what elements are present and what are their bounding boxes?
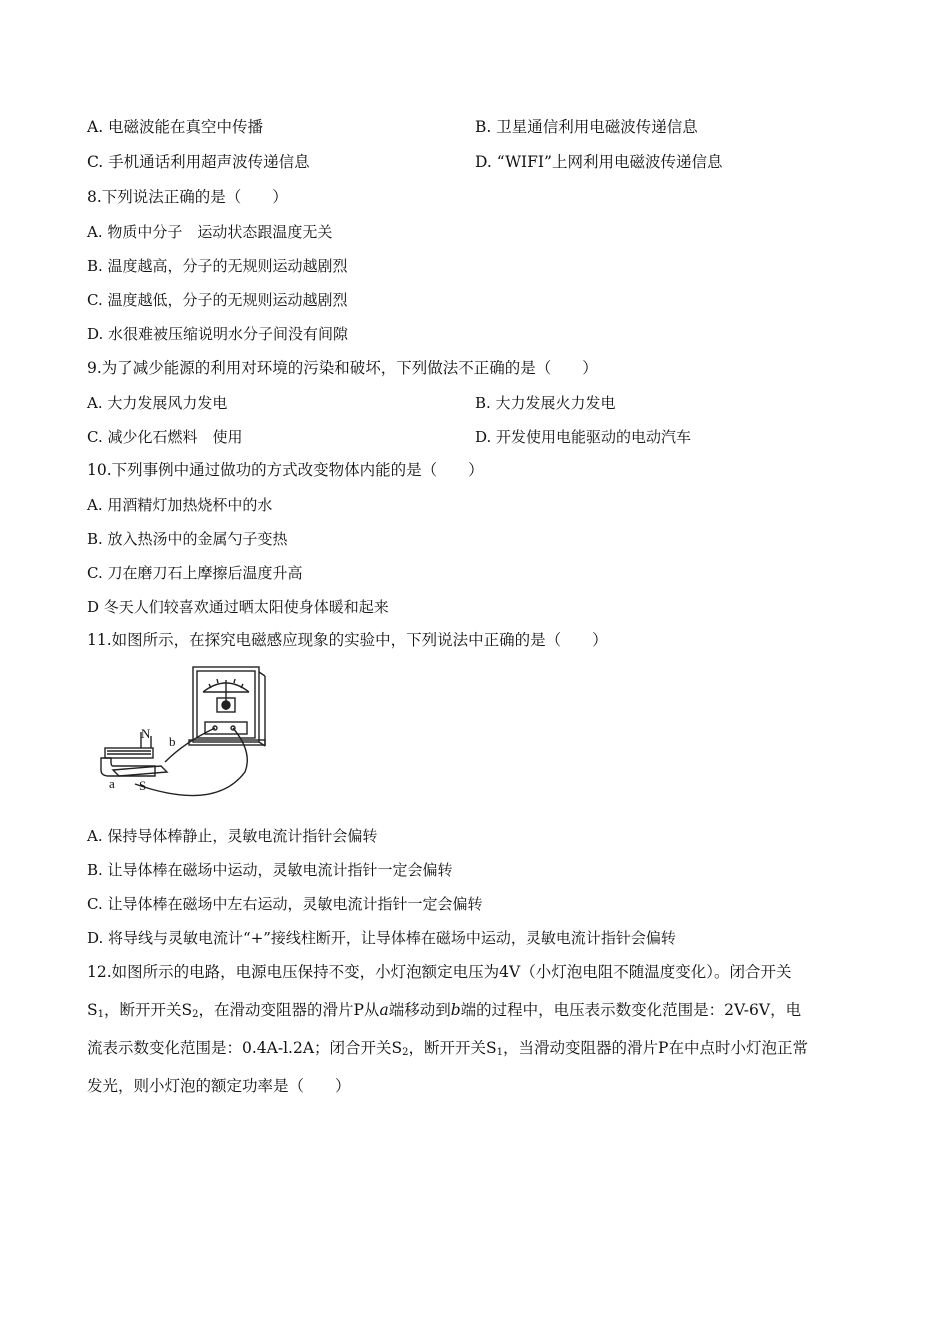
q8-option-b: B. 温度越高，分子的无规则运动越剧烈 (87, 257, 348, 275)
q7-option-b: B. 卫星通信利用电磁波传递信息 (475, 118, 698, 136)
q10-option-a: A. 用酒精灯加热烧杯中的水 (87, 496, 273, 514)
q10-stem: 10.下列事例中通过做功的方式改变物体内能的是（ ） (87, 461, 484, 479)
q10-option-c: C. 刀在磨刀石上摩擦后温度升高 (87, 564, 303, 582)
magnet-top (105, 748, 153, 758)
q12-line-3: 流表示数变化范围是：0.4A-l.2A；闭合开关$S_2$，断开开关$S_1$，当滑动变阻器的滑片P在中点时小灯泡正常 (87, 1039, 808, 1058)
q9-option-a: A. 大力发展风力发电 (87, 394, 228, 412)
q12-line-1: 12.如图所示的电路，电源电压保持不变，小灯泡额定电压为4V（小灯泡电阻不随温度变化）。闭合开关 (87, 963, 792, 981)
q7-option-d: D. “WIFI”上网利用电磁波传递信息 (475, 153, 723, 171)
label-a: a (109, 776, 115, 791)
q8-option-d: D. 水很难被压缩说明水分子间没有间隙 (87, 325, 349, 343)
q9-option-c: C. 减少化石燃料 使用 (87, 428, 243, 446)
conductor-rod (113, 766, 167, 776)
q11-option-d: D. 将导线与灵敏电流计“+”接线柱断开，让导体棒在磁场中运动，灵敏电流计指针会偏转 (87, 929, 676, 947)
q7-option-a: A. 电磁波能在真空中传播 (87, 118, 264, 136)
q8-option-a: A. 物质中分子 运动状态跟温度无关 (87, 223, 333, 241)
q12-line-4: 发光，则小灯泡的额定功率是（ ） (87, 1077, 351, 1095)
electromagnetic-induction-figure (95, 662, 275, 802)
q10-option-b: B. 放入热汤中的金属勺子变热 (87, 530, 288, 548)
q11-stem: 11.如图所示，在探究电磁感应现象的实验中，下列说法中正确的是（ ） (87, 631, 608, 649)
label-s: S (139, 778, 147, 793)
q9-option-b: B. 大力发展火力发电 (475, 394, 616, 412)
label-n: N (141, 726, 151, 741)
q12-line-2: $S_1$，断开开关$S_2$，在滑动变阻器的滑片P从a端移动到b端的过程中，电压表示数变化范围是：2V-6V，电 (87, 1001, 802, 1020)
q8-stem: 8.下列说法正确的是（ ） (87, 188, 288, 206)
label-b: b (169, 734, 176, 749)
q9-option-d: D. 开发使用电能驱动的电动汽车 (475, 428, 692, 446)
q7-option-c: C. 手机通话利用超声波传递信息 (87, 153, 310, 171)
q11-option-a: A. 保持导体棒静止，灵敏电流计指针会偏转 (87, 827, 378, 845)
q11-option-b: B. 让导体棒在磁场中运动，灵敏电流计指针一定会偏转 (87, 861, 453, 879)
q8-option-c: C. 温度越低，分子的无规则运动越剧烈 (87, 291, 348, 309)
q11-option-c: C. 让导体棒在磁场中左右运动，灵敏电流计指针一定会偏转 (87, 895, 483, 913)
q10-option-d: D 冬天人们较喜欢通过晒太阳使身体暖和起来 (87, 598, 389, 616)
q9-stem: 9.为了减少能源的利用对环境的污染和破坏，下列做法不正确的是（ ） (87, 359, 598, 377)
